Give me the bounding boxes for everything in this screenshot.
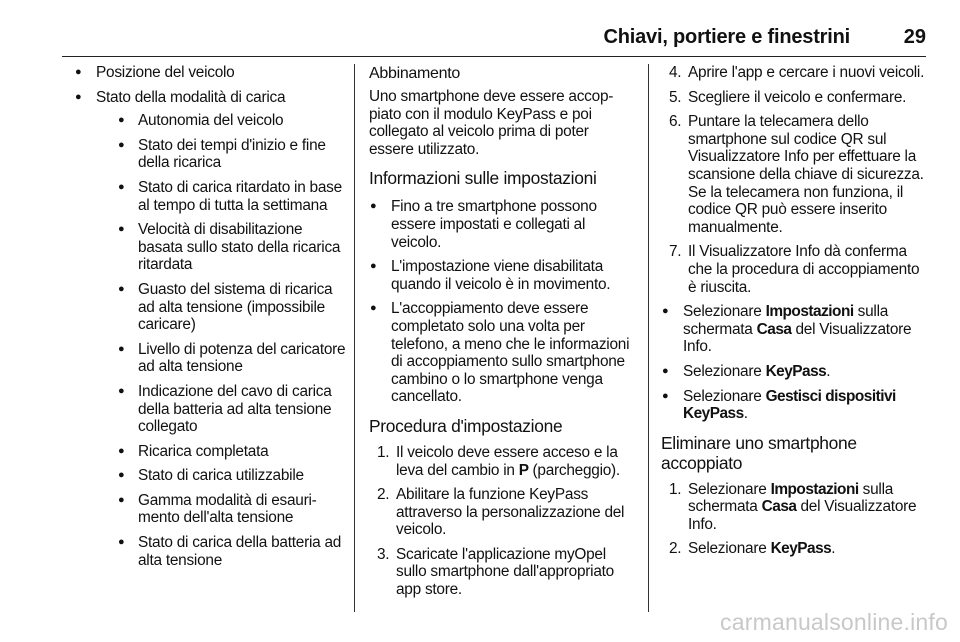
list-item: ● Stato dei tempi d'inizio e fine della ricarica	[96, 137, 346, 172]
pairing-paragraph: Uno smartphone deve essere accoppiato con il modulo KeyPass e poi collegato al veicolo prima di poter essere utilizzato.	[369, 88, 614, 158]
column-1	[74, 64, 346, 576]
list-item: 1. Il veicolo deve essere acceso e la leva del cambio in P (parcheggio).	[377, 443, 620, 479]
sub-list	[96, 112, 346, 569]
section-heading-pairing: Abbinamento	[369, 65, 460, 82]
list-item: ● Selezionare KeyPass.	[661, 363, 931, 381]
column-2	[369, 64, 633, 606]
watermark: carmanualsonline.info	[720, 609, 948, 635]
list-item: 3. Scaricate l'applicazione myOpel sullo smartphone dall'appropriato app store.	[377, 545, 614, 599]
list-item: 5. Scegliere il veicolo e confermare.	[669, 88, 907, 106]
list-item: 7. Il Visualizzatore Info dà conferma che la procedura di accoppiamento è riuscita.	[669, 243, 920, 296]
column-3	[661, 64, 931, 565]
section-heading-remove: Eliminare uno smartphone accoppiato	[661, 432, 857, 473]
list-item: ● L'accoppiamento deve essere completato solo una volta per telefono, a meno che le informazioni di accoppiamento sullo smartphone cambino o lo smartphone venga cancellato.	[369, 300, 633, 406]
status-list	[74, 64, 346, 569]
list-item: ● Posizione del veicolo	[74, 64, 346, 82]
procedure-steps	[369, 444, 633, 599]
remove-steps	[661, 481, 931, 558]
list-item: ● Selezionare Impostazioni sulla schermata Casa del Visualizzatore Info.	[661, 303, 931, 356]
list-item: ● Livello di potenza del caricatore ad alta tensione	[96, 341, 346, 376]
list-item: ● Autonomia del veicolo	[96, 112, 346, 130]
list-item: ● Velocità di disabilitazione basata sullo stato della ricarica ritardata	[96, 221, 346, 274]
list-item: ● Gamma modalità di esaurimento dell'alta tensione	[96, 492, 346, 527]
list-item: ● Indicazione del cavo di carica della batteria ad alta tensione collegato	[96, 383, 346, 436]
list-item: ● Ricarica completata	[96, 443, 346, 461]
list-item: ● L'impostazione viene disabilitata quando il veicolo è in movimento.	[369, 258, 633, 293]
list-item: ● Guasto del sistema di ricarica ad alta tensione (impossibile caricare)	[96, 281, 346, 334]
page-header	[62, 26, 926, 57]
section-heading-settings: Informazioni sulle impostazioni	[369, 168, 597, 189]
list-item: ● Stato della modalità di carica ● Autonomia del veicolo ● Stato dei tempi d'inizio e fine della ricarica ● Stato di carica ritardato in base al tempo di tutta la settimana ● Velocità di disabilitazione basata sullo stato della ricarica ritardata ● Guasto del sistema di ricarica ad alta tensione (impossibile caricare) ● Livello di potenza del caricatore ad alta tensione ● Indicazione del cavo di carica della batteria ad alta tensione collegato ● Ricarica completata ● Stato di carica utilizzabile ● Gamma modalità di esaurimento dell'alta tensione ● Stato di carica della batteria ad alta tensione	[74, 89, 346, 570]
section-heading-procedure: Procedura d'impostazione	[369, 415, 563, 436]
list-item: ● Stato di carica della batteria ad alta tensione	[96, 534, 346, 569]
list-item: 1. Selezionare Impostazioni sulla schermata Casa del Visualizzatore Info.	[669, 480, 917, 533]
list-item: ● Fino a tre smartphone possono essere impostati e collegati al veicolo.	[369, 198, 633, 251]
list-item: 6. Puntare la telecamera dello smartphone sul codice QR sul Visualizzatore Info per effettuare la scansione della chiave di sicurezza. Se la telecamera non funziona, il codice QR può essere inserito manualmente.	[669, 113, 924, 236]
page-number: 29	[903, 26, 926, 48]
page-title: Chiavi, portiere e finestrini	[603, 26, 850, 48]
list-item: ● Stato di carica utilizzabile	[96, 467, 346, 485]
list-item: ● Stato di carica ritardato in base al tempo di tutta la settimana	[96, 179, 346, 214]
settings-list	[369, 198, 633, 406]
list-item: 4. Aprire l'app e cercare i nuovi veicoli.	[669, 64, 925, 81]
list-item: 2. Selezionare KeyPass.	[669, 540, 836, 558]
list-item: 2. Abilitare la funzione KeyPass attraverso la personalizzazione del veicolo.	[377, 486, 625, 539]
column-divider	[648, 64, 649, 612]
procedure-steps-continued	[661, 64, 931, 296]
column-divider	[354, 64, 355, 612]
list-item: ● Selezionare Gestisci dispositivi KeyPass.	[661, 388, 931, 423]
selection-list	[661, 303, 931, 423]
